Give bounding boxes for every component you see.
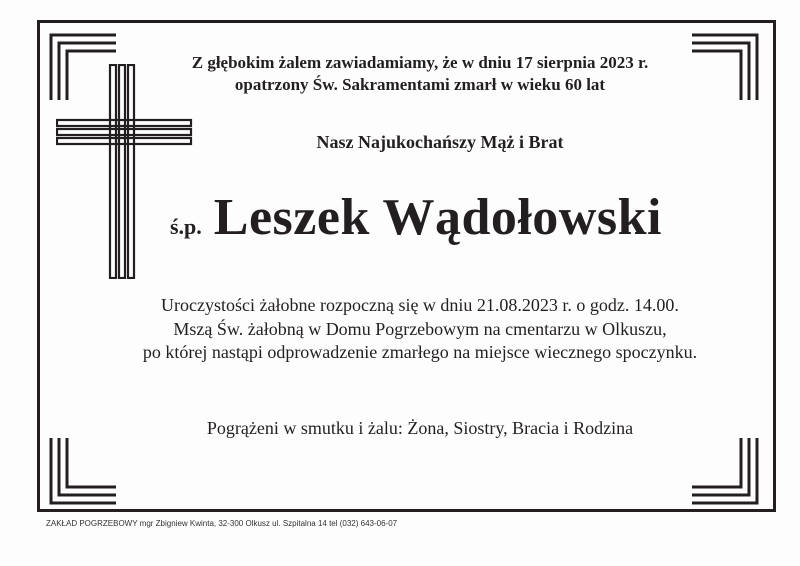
- deceased-name: Leszek Wądołowski: [213, 189, 662, 246]
- intro-line-2: opatrzony Św. Sakramentami zmarł w wieku 60 lat: [234, 75, 606, 94]
- intro-line-1: Z głębokim żalem zawiadamiamy, że w dniu 17 sierpnia 2023 r.: [191, 53, 649, 72]
- corner-ornament-icon: [48, 436, 118, 506]
- funeral-home-footer: ZAKŁAD POGRZEBOWY mgr Zbigniew Kwinta, 32-300 Olkusz ul. Szpitalna 14 tel (032) 643-06-07: [46, 519, 398, 528]
- relation-line: Nasz Najukochańszy Mąż i Brat: [316, 132, 564, 152]
- corner-ornament-icon: [690, 436, 760, 506]
- ceremony-line-2: Mszą Św. żałobną w Domu Pogrzebowym na cmentarzu w Olkuszu,: [173, 319, 667, 339]
- deceased-name-row: [170, 188, 770, 247]
- ceremony-line-1: Uroczystości żałobne rozpoczną się w dniu 21.08.2023 r. o godz. 14.00.: [161, 295, 679, 315]
- mourners-line: Pogrążeni w smutku i żalu: Żona, Siostry, Bracia i Rodzina: [206, 418, 634, 438]
- name-prefix: ś.p.: [170, 214, 202, 239]
- ceremony-line-3: po której nastąpi odprowadzenie zmarłego na miejsce wiecznego spoczynku.: [142, 342, 698, 362]
